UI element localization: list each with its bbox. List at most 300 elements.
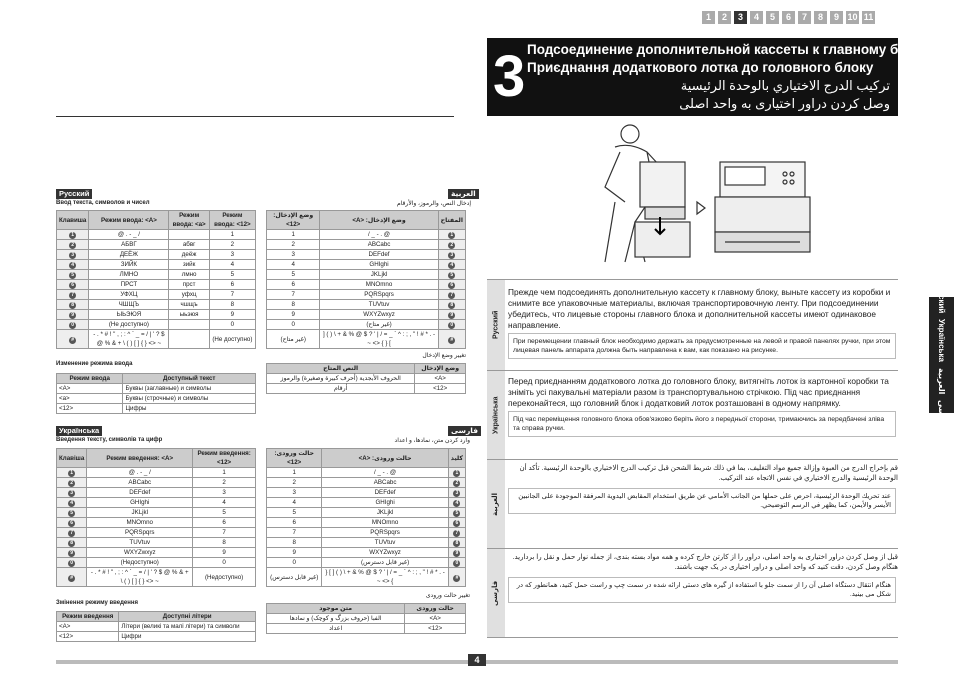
table-cell: 1 <box>267 468 322 478</box>
key-icon: # <box>453 575 460 582</box>
step-7: 7 <box>798 11 811 24</box>
key-icon: 6 <box>453 520 460 527</box>
ar-heading: إدخال النص، والرموز، والأرقام <box>397 201 471 207</box>
key-icon: 6 <box>69 282 76 289</box>
table-header: Режим ввода: <a> <box>169 211 209 230</box>
table-header: کلید <box>448 449 465 468</box>
table-cell <box>438 260 465 270</box>
key-icon: 8 <box>453 540 460 547</box>
table-cell <box>57 290 89 300</box>
table-header: وضع الإدخال <box>415 364 466 374</box>
table-cell: 0 <box>209 320 255 330</box>
table-cell: 9 <box>267 310 320 320</box>
table-header: Режим ввода: <12> <box>209 211 255 230</box>
step-8: 8 <box>814 11 827 24</box>
table-row <box>57 508 256 518</box>
table-cell: GHIghi <box>320 260 438 270</box>
table-cell: ABCabc <box>322 478 448 488</box>
table-row <box>57 404 256 414</box>
table-cell: الفبا (حروف بزرگ و کوچک) و نمادها <box>267 614 405 624</box>
table-header: Доступный текст <box>123 374 256 384</box>
table-row <box>267 488 466 498</box>
table-cell <box>57 558 87 568</box>
table-cell: <A> <box>57 622 119 632</box>
ar-tag: العربية <box>448 189 479 199</box>
key-icon: 4 <box>448 262 455 269</box>
table-cell: 5 <box>193 508 256 518</box>
table-header: Режим введення: <12> <box>193 449 256 468</box>
table-row <box>267 260 466 270</box>
key-icon: 1 <box>448 232 455 239</box>
table-cell: ABCabc <box>87 478 193 488</box>
table-cell: 5 <box>209 270 255 280</box>
panel-ru-text: Прежде чем подсоединять дополнительную кассету к главному блоку, выньте кассету из коробки и снимите все упаковочные материалы, включая транспортировочную ленту. При подсоединении убедитесь, что лицевые стороны главного блока и дополнительной кассеты имеют одинаковое направление. <box>508 287 891 330</box>
table-cell: WXYZwxyz <box>320 310 438 320</box>
table-row <box>57 538 256 548</box>
panel-fa-label: فارسی <box>487 549 505 637</box>
ru-heading: Ввод текста, символов и чисел <box>56 200 150 206</box>
key-icon: # <box>448 337 455 344</box>
key-icon: 2 <box>68 480 75 487</box>
table-cell <box>57 260 89 270</box>
table-cell <box>169 230 209 240</box>
title-uk: Приєднання додаткового лотка до головного блоку <box>527 60 874 75</box>
key-icon: 8 <box>448 302 455 309</box>
table-cell <box>448 518 465 528</box>
fa-key-table <box>266 448 466 587</box>
key-icon: 1 <box>68 470 75 477</box>
key-icon: 5 <box>453 510 460 517</box>
key-icon: 2 <box>69 242 76 249</box>
key-icon: 7 <box>68 530 75 537</box>
table-cell: чшщъ <box>169 300 209 310</box>
table-cell: (غير متاح) <box>267 330 320 349</box>
table-cell: @ . - _ / <box>322 468 448 478</box>
step-4: 4 <box>750 11 763 24</box>
table-cell <box>57 230 89 240</box>
table-cell: DEFdef <box>87 488 193 498</box>
fa-heading: وارد کردن متن، نمادها، و اعداد <box>394 438 470 444</box>
table-cell: MNOmno <box>87 518 193 528</box>
table-cell: الحروف الأبجدية (أحرف كبيرة وصغيرة) والرموز <box>267 374 415 384</box>
table-cell: Буквы (строчные) и символы <box>123 394 256 404</box>
table-cell <box>57 538 87 548</box>
table-header: Клавиша <box>57 211 89 230</box>
table-row <box>57 488 256 498</box>
table-row <box>57 478 256 488</box>
table-row <box>267 230 466 240</box>
panel-fa-note: هنگام انتقال دستگاه اصلی آن را از سمت جلو با استفاده از گیره های دستی ارائه شده در سمت چپ و راست حمل کنید، همانطور که در شکل می بینید. <box>508 577 896 603</box>
table-row <box>267 508 466 518</box>
table-cell: TUVtuv <box>320 300 438 310</box>
uk-heading: Введення тексту, символів та цифр <box>56 437 163 443</box>
table-cell: 0 <box>267 558 322 568</box>
table-cell: PQRSpqrs <box>87 528 193 538</box>
table-cell: 7 <box>193 528 256 538</box>
table-cell: ДЕЁЖ <box>89 250 169 260</box>
table-cell <box>448 498 465 508</box>
table-cell: TUVtuv <box>87 538 193 548</box>
table-cell: 6 <box>267 280 320 290</box>
table-header: Доступні літери <box>119 612 256 622</box>
table-cell: АБВГ <box>89 240 169 250</box>
table-cell <box>448 558 465 568</box>
table-cell: @ . - _ / <box>89 230 169 240</box>
table-cell <box>57 548 87 558</box>
table-header: Клавіша <box>57 449 87 468</box>
table-cell: 9 <box>267 548 322 558</box>
table-cell <box>57 300 89 310</box>
table-cell: 4 <box>193 498 256 508</box>
table-cell: WXYZwxyz <box>87 548 193 558</box>
table-cell: 2 <box>267 240 320 250</box>
table-row <box>57 330 256 349</box>
ar-mode-heading: تغيير وضع الإدخال <box>422 353 466 359</box>
language-side-tab <box>929 280 954 430</box>
table-cell: 3 <box>193 488 256 498</box>
table-cell: DEFdef <box>320 250 438 260</box>
table-cell: 0 <box>193 558 256 568</box>
table-cell <box>169 330 209 349</box>
key-icon: 0 <box>68 560 75 567</box>
key-icon: 3 <box>448 252 455 259</box>
panel-uk-text: Перед приєднанням додаткового лотка до головного блоку, витягніть лоток із картонної коробки та зніміть усі пакувальні матеріали разом із транспортувальною стрічкою. Під час приєднання переконайтеся, що головний блок і додатковий лоток розташовані в одному напрямку. <box>508 376 889 408</box>
table-cell <box>57 468 87 478</box>
table-cell <box>57 478 87 488</box>
key-icon: 5 <box>68 510 75 517</box>
table-row <box>57 622 256 632</box>
table-row <box>267 280 466 290</box>
table-cell: Буквы (заглавные) и символы <box>123 384 256 394</box>
table-cell: 1 <box>209 230 255 240</box>
table-row <box>57 240 256 250</box>
key-icon: 7 <box>448 292 455 299</box>
table-cell <box>438 250 465 260</box>
table-cell <box>438 230 465 240</box>
table-cell: ыьэюя <box>169 310 209 320</box>
panel-ar-note: عند تحريك الوحدة الرئيسية، احرص على حملها من الجانب الأمامي عن طريق استخدام المقابض اليدوية المرفقة الموجودة على الجانبين الأيسر والأيمن، كما يظهر في الرسم التوضيحي. <box>508 488 896 514</box>
table-row <box>267 240 466 250</box>
table-row <box>267 498 466 508</box>
table-row <box>57 250 256 260</box>
key-icon: 4 <box>69 262 76 269</box>
key-icon: 6 <box>68 520 75 527</box>
table-cell: лмно <box>169 270 209 280</box>
table-cell: 8 <box>267 538 322 548</box>
table-row <box>267 568 466 587</box>
table-cell: 2 <box>193 478 256 488</box>
key-icon: 1 <box>453 470 460 477</box>
table-row <box>267 310 466 320</box>
table-cell: @ . - _ / <box>320 230 438 240</box>
table-cell: 5 <box>267 508 322 518</box>
table-cell: TUVtuv <box>322 538 448 548</box>
table-header: متن موجود <box>267 604 405 614</box>
step-11: 11 <box>863 12 874 22</box>
table-row <box>57 558 256 568</box>
uk-mode-heading: Змінення режиму введення <box>56 600 138 606</box>
title-ar: تركيب الدرج الاختياري بالوحدة الرئيسية <box>680 78 890 93</box>
table-cell <box>438 240 465 250</box>
table-row <box>267 468 466 478</box>
section-title-block <box>487 38 929 116</box>
key-icon: 9 <box>448 312 455 319</box>
table-cell <box>448 468 465 478</box>
table-row <box>57 518 256 528</box>
side-tab-fa: فارسی <box>937 400 946 430</box>
table-cell: Літери (великі та малі літери) та символи <box>119 622 256 632</box>
table-cell: зийк <box>169 260 209 270</box>
divider <box>56 116 454 117</box>
key-icon: 0 <box>448 322 455 329</box>
table-row <box>57 468 256 478</box>
table-cell: GHIghi <box>87 498 193 508</box>
step-3: 3 <box>734 11 747 24</box>
table-row <box>57 320 256 330</box>
table-header: وضع الإدخال: <A> <box>320 211 438 230</box>
uk-key-table <box>56 448 256 587</box>
printer-illustration <box>585 122 885 267</box>
table-row <box>57 310 256 320</box>
key-icon: 3 <box>68 490 75 497</box>
table-cell <box>57 518 87 528</box>
table-cell: 6 <box>193 518 256 528</box>
table-cell <box>57 498 87 508</box>
table-cell <box>438 290 465 300</box>
table-header: Режим ввода: <A> <box>89 211 169 230</box>
table-cell: 5 <box>267 270 320 280</box>
key-icon: 9 <box>69 312 76 319</box>
panel-uk-label: Українська <box>487 371 505 459</box>
key-icon: 9 <box>68 550 75 557</box>
table-cell: прст <box>169 280 209 290</box>
table-cell: <12> <box>415 384 466 394</box>
table-row <box>57 290 256 300</box>
table-cell: 3 <box>267 488 322 498</box>
table-row <box>57 384 256 394</box>
table-cell: ЗИЙК <box>89 260 169 270</box>
key-icon: 8 <box>68 540 75 547</box>
key-icon: 0 <box>69 322 76 329</box>
table-cell <box>57 280 89 290</box>
table-cell: 8 <box>209 300 255 310</box>
table-cell: - . * # ! " , ; : ^ ` _ = / | ' ? $ @ % & + \ ( ) [ ] { } <> ~ <box>322 568 448 587</box>
step-1: 1 <box>702 11 715 24</box>
table-row <box>267 330 466 349</box>
table-cell <box>57 310 89 320</box>
table-row <box>57 632 256 642</box>
table-cell <box>448 478 465 488</box>
table-cell: WXYZwxyz <box>322 548 448 558</box>
table-row <box>267 290 466 300</box>
table-cell <box>57 250 89 260</box>
table-cell: 8 <box>267 300 320 310</box>
key-icon: 3 <box>453 490 460 497</box>
table-cell: JKLjkl <box>87 508 193 518</box>
table-cell <box>438 310 465 320</box>
table-row <box>267 528 466 538</box>
table-cell <box>57 508 87 518</box>
uk-mode-table <box>56 611 256 642</box>
table-row <box>267 624 466 634</box>
table-row <box>57 280 256 290</box>
table-row <box>57 548 256 558</box>
table-header: حالت ورودی <box>405 604 466 614</box>
key-icon: 4 <box>453 500 460 507</box>
table-cell <box>57 528 87 538</box>
table-cell: 3 <box>209 250 255 260</box>
panel-ar-text: قم بإخراج الدرج من العبوة وإزالة جميع مواد التغليف، بما في ذلك شريط الشحن قبل تركيب الدرج الاختياري بالوحدة الرئيسية. تأكد أن الوحدة الرئيسية والدرج الاختياري في نفس الاتجاه عند التركيب. <box>519 465 898 482</box>
table-cell: @ . - _ / <box>87 468 193 478</box>
key-icon: 5 <box>69 272 76 279</box>
ru-key-table <box>56 210 256 349</box>
table-row <box>267 374 466 384</box>
table-cell: 1 <box>267 230 320 240</box>
table-header: Режим введення: <A> <box>87 449 193 468</box>
table-cell: 2 <box>209 240 255 250</box>
key-icon: 8 <box>69 302 76 309</box>
table-row <box>267 270 466 280</box>
table-cell: 0 <box>267 320 320 330</box>
table-cell: JKLjkl <box>320 270 438 280</box>
fa-mode-table <box>266 603 466 634</box>
key-icon: 3 <box>69 252 76 259</box>
panel-ru-note: При перемещении главный блок необходимо держать за предусмотренные на левой и правой панелях ручки, при этом лицевая панель аппарата должна быть направлена к вам, как показано на рисунке. <box>508 333 896 359</box>
table-cell: ЛМНО <box>89 270 169 280</box>
table-cell <box>448 538 465 548</box>
side-tab-uk: Українська <box>937 319 946 363</box>
table-cell: (Не доступно) <box>89 320 169 330</box>
table-header: Режим введення <box>57 612 119 622</box>
table-cell: GHIghi <box>322 498 448 508</box>
table-cell: 4 <box>267 498 322 508</box>
table-cell <box>438 280 465 290</box>
table-cell: (غیر قابل دسترس) <box>322 558 448 568</box>
table-row <box>57 300 256 310</box>
table-cell: ПРСТ <box>89 280 169 290</box>
panel-uk-note: Під час переміщення головного блока обов'язково беріть його з передньої сторони, тримаючись за передбачені зліва та справа ручки. <box>508 411 896 437</box>
table-cell <box>448 528 465 538</box>
table-header: النص المتاح <box>267 364 415 374</box>
table-header: المفتاح <box>438 211 465 230</box>
table-cell: MNOmno <box>320 280 438 290</box>
table-cell: 7 <box>209 290 255 300</box>
step-5: 5 <box>766 11 779 24</box>
table-cell <box>57 488 87 498</box>
table-row <box>267 558 466 568</box>
side-tab-ar: العربية <box>937 368 946 395</box>
panel-ru-label: Русский <box>487 280 505 370</box>
uk-tag: Українська <box>56 426 102 436</box>
table-cell: 9 <box>209 310 255 320</box>
table-cell: - . * # ! " , ; : ^ ` _ = / | ' ? $ @ % & + \ ( ) [ ] { } <> ~ <box>89 330 169 349</box>
ru-mode-heading: Изменение режима ввода <box>56 361 133 367</box>
table-cell: 4 <box>209 260 255 270</box>
table-cell: ЫЬЭЮЯ <box>89 310 169 320</box>
fa-tag: فارسی <box>448 426 481 436</box>
step-number: 3 <box>493 44 526 109</box>
table-cell: <A> <box>57 384 123 394</box>
table-cell <box>57 320 89 330</box>
table-cell: <A> <box>415 374 466 384</box>
table-cell: <12> <box>57 632 119 642</box>
key-icon: 2 <box>448 242 455 249</box>
key-icon: # <box>69 337 76 344</box>
step-9: 9 <box>830 11 843 24</box>
table-cell <box>438 300 465 310</box>
table-cell: (Не доступно) <box>209 330 255 349</box>
title-ru: Подсоединение дополнительной кассеты к главному блоку <box>527 42 929 57</box>
table-cell: 7 <box>267 290 320 300</box>
step-10: 10 <box>847 12 858 22</box>
key-icon: 6 <box>448 282 455 289</box>
table-cell: (غیر قابل دسترس) <box>267 568 322 587</box>
title-fa: وصل کردن دراور اختیاری به واحد اصلی <box>679 96 890 111</box>
table-cell: Цифри <box>119 632 256 642</box>
table-cell <box>57 568 87 587</box>
table-cell: (Недоступно) <box>193 568 256 587</box>
table-header: وضع الإدخال: <12> <box>267 211 320 230</box>
table-cell: 2 <box>267 478 322 488</box>
table-cell <box>169 320 209 330</box>
table-header: حالت ورودی: <12> <box>267 449 322 468</box>
ar-key-table <box>266 210 466 349</box>
panel-fa-text: قبل از وصل کردن دراور اختیاری به واحد اصلی، دراور را از کارتن خارج کرده و همه مواد بسته بندی، از جمله نوار حمل و نقل را بردارید. هنگام وصل کردن، دقت کنید که واحد اصلی و دراور اختیاری در یک جهت باشند. <box>512 554 898 571</box>
table-cell: أرقام <box>267 384 415 394</box>
side-tab-ru: Русский <box>937 280 946 314</box>
table-cell: ABCabc <box>320 240 438 250</box>
table-cell: УФХЦ <box>89 290 169 300</box>
table-row <box>267 614 466 624</box>
key-icon: # <box>68 575 75 582</box>
key-icon: 2 <box>453 480 460 487</box>
table-row <box>267 384 466 394</box>
table-cell: (Недоступно) <box>87 558 193 568</box>
table-row <box>267 538 466 548</box>
table-header: حالت ورودی: <A> <box>322 449 448 468</box>
step-indicator <box>702 11 875 24</box>
table-cell <box>57 330 89 349</box>
table-cell <box>57 270 89 280</box>
table-cell: деёж <box>169 250 209 260</box>
table-cell <box>438 270 465 280</box>
table-cell: 4 <box>267 260 320 270</box>
table-cell: PQRSpqrs <box>320 290 438 300</box>
table-cell <box>448 508 465 518</box>
table-cell: 1 <box>193 468 256 478</box>
table-row <box>267 320 466 330</box>
table-cell: 3 <box>267 250 320 260</box>
table-row <box>57 498 256 508</box>
ru-mode-table <box>56 373 256 414</box>
table-cell: 6 <box>267 518 322 528</box>
key-icon: 5 <box>448 272 455 279</box>
table-header: Режим ввода <box>57 374 123 384</box>
table-cell: ЧШЩЪ <box>89 300 169 310</box>
table-cell: <a> <box>57 394 123 404</box>
step-2: 2 <box>718 11 731 24</box>
table-cell: اعداد <box>267 624 405 634</box>
key-icon: 0 <box>453 560 460 567</box>
panel-ar-label: العربية <box>487 460 505 548</box>
table-row <box>57 270 256 280</box>
table-cell <box>438 320 465 330</box>
table-cell: - . * # ! " , ; : ^ ` _ = / | ' ? $ @ % & + \ ( ) [ ] { } <> ~ <box>320 330 438 349</box>
table-cell: <12> <box>405 624 466 634</box>
table-row <box>57 260 256 270</box>
table-cell <box>438 330 465 349</box>
key-icon: 4 <box>68 500 75 507</box>
